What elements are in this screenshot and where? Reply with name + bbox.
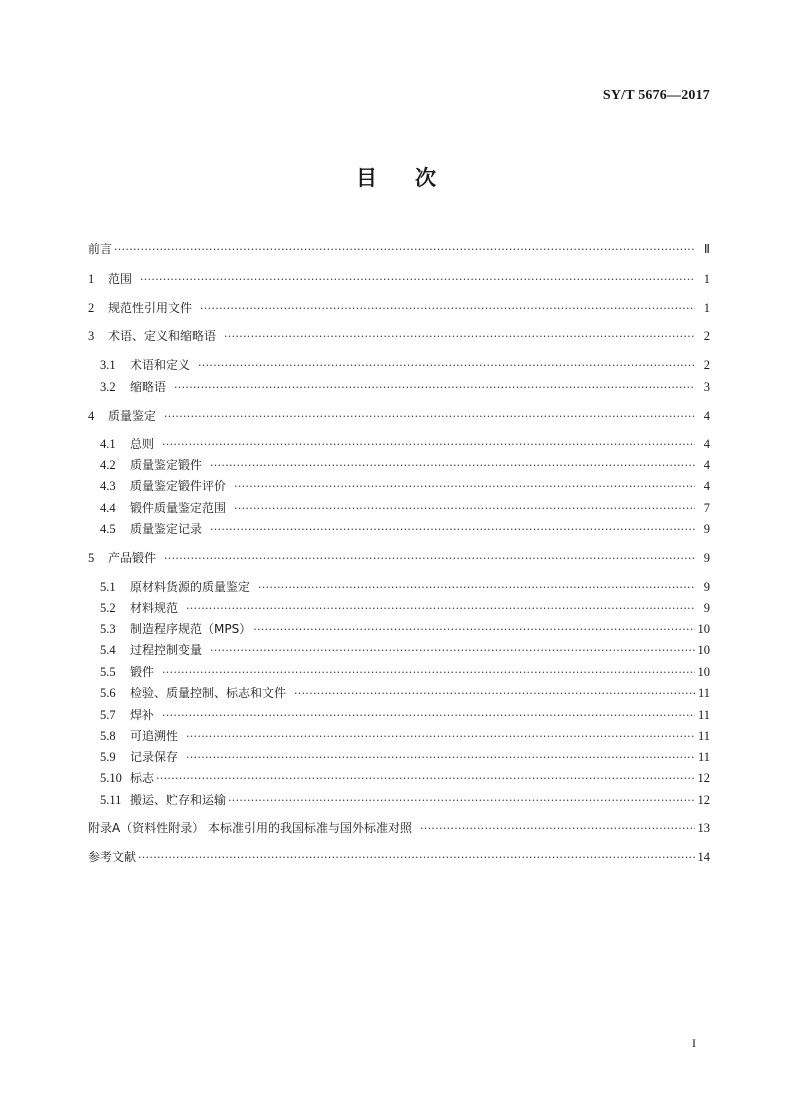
toc-entry-page: 13: [697, 821, 710, 835]
toc-entry-5-10[interactable]: [100, 769, 710, 787]
toc-entry-page: 2: [703, 358, 710, 372]
toc-entry-5-11[interactable]: [100, 791, 710, 809]
toc-entry-number: 5.1: [100, 580, 116, 594]
toc-leader-dots: [140, 271, 695, 289]
toc-entry-number: 5.2: [100, 601, 116, 615]
toc-entry-page: 9: [703, 601, 710, 615]
toc-entry-page: 4: [703, 409, 710, 423]
toc-entry-5-4[interactable]: [100, 641, 710, 659]
toc-leader-dots: [186, 728, 695, 746]
toc-entry-5-6[interactable]: [100, 684, 710, 702]
toc-leader-dots: [294, 685, 695, 703]
toc-entry-page: 4: [703, 479, 710, 493]
toc-leader-dots: [138, 849, 694, 867]
toc-entry-number: 5.10: [100, 771, 122, 785]
toc-leader-dots: [258, 579, 695, 597]
toc-entry-number: 4: [88, 409, 95, 423]
toc-entry-page: 9: [703, 551, 710, 565]
toc-entry-5-5[interactable]: [100, 663, 710, 681]
toc-entry-label: 焊补: [130, 708, 155, 722]
toc-entry-page: 11: [697, 708, 710, 722]
toc-leader-dots: [198, 357, 695, 375]
toc-leader-dots: [420, 820, 694, 838]
toc-entry-2[interactable]: [88, 299, 710, 317]
toc-leader-dots: [210, 457, 695, 475]
toc-entry-label: 制造程序规范（MPS）: [130, 622, 252, 636]
toc-entry-number: 5.11: [100, 793, 122, 807]
toc-entry-number: 5: [88, 551, 95, 565]
toc-leader-dots: [186, 600, 695, 618]
page-number: I: [692, 1036, 696, 1050]
toc-entry-number: 4.1: [100, 437, 116, 451]
toc-entry-4-4[interactable]: [100, 499, 710, 517]
toc-entry-4-1[interactable]: [100, 435, 710, 453]
toc-entry-page: 1: [703, 301, 710, 315]
toc-leader-dots: [234, 478, 695, 496]
toc-leader-dots: [174, 379, 695, 397]
toc-entry-5-9[interactable]: [100, 748, 710, 766]
toc-entry-label: 材料规范: [130, 601, 179, 615]
toc-entry-3[interactable]: [88, 327, 710, 345]
toc-entry-page: 3: [703, 380, 710, 394]
toc-leader-dots: [156, 770, 694, 788]
toc-leader-dots: [253, 621, 694, 639]
toc-entry-page: 11: [697, 750, 710, 764]
toc-leader-dots: [224, 328, 695, 346]
toc-entry-label: 质量鉴定: [108, 409, 157, 423]
toc-entry-1[interactable]: [88, 270, 710, 288]
toc-leader-dots: [210, 642, 694, 660]
toc-entry-4[interactable]: [88, 407, 710, 425]
toc-leader-dots: [162, 707, 695, 725]
toc-entry-label: 可追溯性: [130, 729, 179, 743]
toc-leader-dots: [228, 792, 694, 810]
toc-entry-annex-a[interactable]: [88, 819, 710, 837]
toc-entry-number: 1: [88, 272, 95, 286]
toc-leader-dots: [164, 408, 695, 426]
toc-leader-dots: [234, 500, 695, 518]
toc-entry-5-7[interactable]: [100, 706, 710, 724]
toc-entry-number: 5.9: [100, 750, 116, 764]
toc-entry-page: 10: [697, 643, 710, 657]
toc-entry-number: 5.6: [100, 686, 116, 700]
toc-entry-label: 搬运、贮存和运输: [130, 793, 227, 807]
toc-entry-label: 原材料货源的质量鉴定: [130, 580, 251, 594]
toc-entry-5-8[interactable]: [100, 727, 710, 745]
toc-entry-5[interactable]: [88, 549, 710, 567]
toc-leader-dots: [200, 300, 695, 318]
toc-entry-number: 5.3: [100, 622, 116, 636]
toc-entry-label: 锻件: [130, 665, 155, 679]
toc-entry-foreword[interactable]: [88, 240, 710, 258]
toc-entry-5-1[interactable]: [100, 578, 710, 596]
toc-entry-number: 2: [88, 301, 95, 315]
toc-entry-3-1[interactable]: [100, 356, 710, 374]
toc-entry-page: 2: [703, 329, 710, 343]
toc-entry-number: 4.3: [100, 479, 116, 493]
toc-entry-page: 9: [703, 522, 710, 536]
toc-entry-number: 3: [88, 329, 95, 343]
toc-entry-bibliography[interactable]: [88, 848, 710, 866]
toc-entry-5-2[interactable]: [100, 599, 710, 617]
toc-entry-label: 规范性引用文件: [108, 301, 193, 315]
toc-entry-number: 5.4: [100, 643, 116, 657]
toc-entry-label: 缩略语: [130, 380, 167, 394]
toc-entry-number: 4.5: [100, 522, 116, 536]
toc-entry-4-5[interactable]: [100, 520, 710, 538]
toc-entry-label: 质量鉴定记录: [130, 522, 203, 536]
toc-title: 目次: [356, 166, 474, 190]
toc-entry-number: 4.2: [100, 458, 116, 472]
toc-entry-page: 10: [697, 622, 710, 636]
toc-entry-label: 范围: [108, 272, 133, 286]
toc-entry-label: 术语、定义和缩略语: [108, 329, 217, 343]
toc-entry-number: 5.7: [100, 708, 116, 722]
toc-entry-number: 3.2: [100, 380, 116, 394]
toc-entry-label: 质量鉴定锻件: [130, 458, 203, 472]
toc-entry-page: 14: [697, 850, 710, 864]
toc-entry-label: 术语和定义: [130, 358, 191, 372]
toc-entry-number: 3.1: [100, 358, 116, 372]
toc-entry-page: 12: [697, 771, 710, 785]
toc-entry-4-3[interactable]: [100, 477, 710, 495]
toc-entry-label: 总则: [130, 437, 155, 451]
toc-entry-page: 1: [703, 272, 710, 286]
toc-entry-page: 9: [703, 580, 710, 594]
toc-entry-label: 参考文献: [88, 850, 137, 864]
toc-entry-label: 质量鉴定锻件评价: [130, 479, 227, 493]
toc-entry-label: 锻件质量鉴定范围: [130, 501, 227, 515]
toc-entry-label: 附录A（资料性附录） 本标准引用的我国标准与国外标准对照: [88, 821, 413, 835]
toc-leader-dots: [186, 749, 695, 767]
toc-leader-dots: [164, 550, 695, 568]
toc-entry-page: 11: [697, 729, 710, 743]
toc-entry-number: 5.5: [100, 665, 116, 679]
toc-entry-3-2[interactable]: [100, 378, 710, 396]
toc-leader-dots: [162, 436, 695, 454]
toc-leader-dots: [162, 664, 694, 682]
toc-entry-number: 5.8: [100, 729, 116, 743]
toc-entry-label: 标志: [130, 771, 155, 785]
toc-entry-page: 12: [697, 793, 710, 807]
toc-leader-dots: [114, 241, 695, 259]
toc-entry-page: Ⅱ: [703, 242, 710, 256]
toc-entry-5-3[interactable]: [100, 620, 710, 638]
toc-entry-page: 4: [703, 458, 710, 472]
toc-entry-label: 记录保存: [130, 750, 179, 764]
toc-leader-dots: [210, 521, 695, 539]
toc-entry-label: 产品锻件: [108, 551, 157, 565]
standard-code: SY/T 5676—2017: [602, 88, 710, 103]
toc-entry-page: 10: [697, 665, 710, 679]
toc-entry-4-2[interactable]: [100, 456, 710, 474]
toc-entry-page: 4: [703, 437, 710, 451]
toc-entry-label: 过程控制变量: [130, 643, 203, 657]
toc-entry-page: 7: [703, 501, 710, 515]
toc-entry-label: 前言: [88, 242, 113, 256]
toc-entry-page: 11: [697, 686, 710, 700]
toc-entry-number: 4.4: [100, 501, 116, 515]
toc-entry-label: 检验、质量控制、标志和文件: [130, 686, 287, 700]
